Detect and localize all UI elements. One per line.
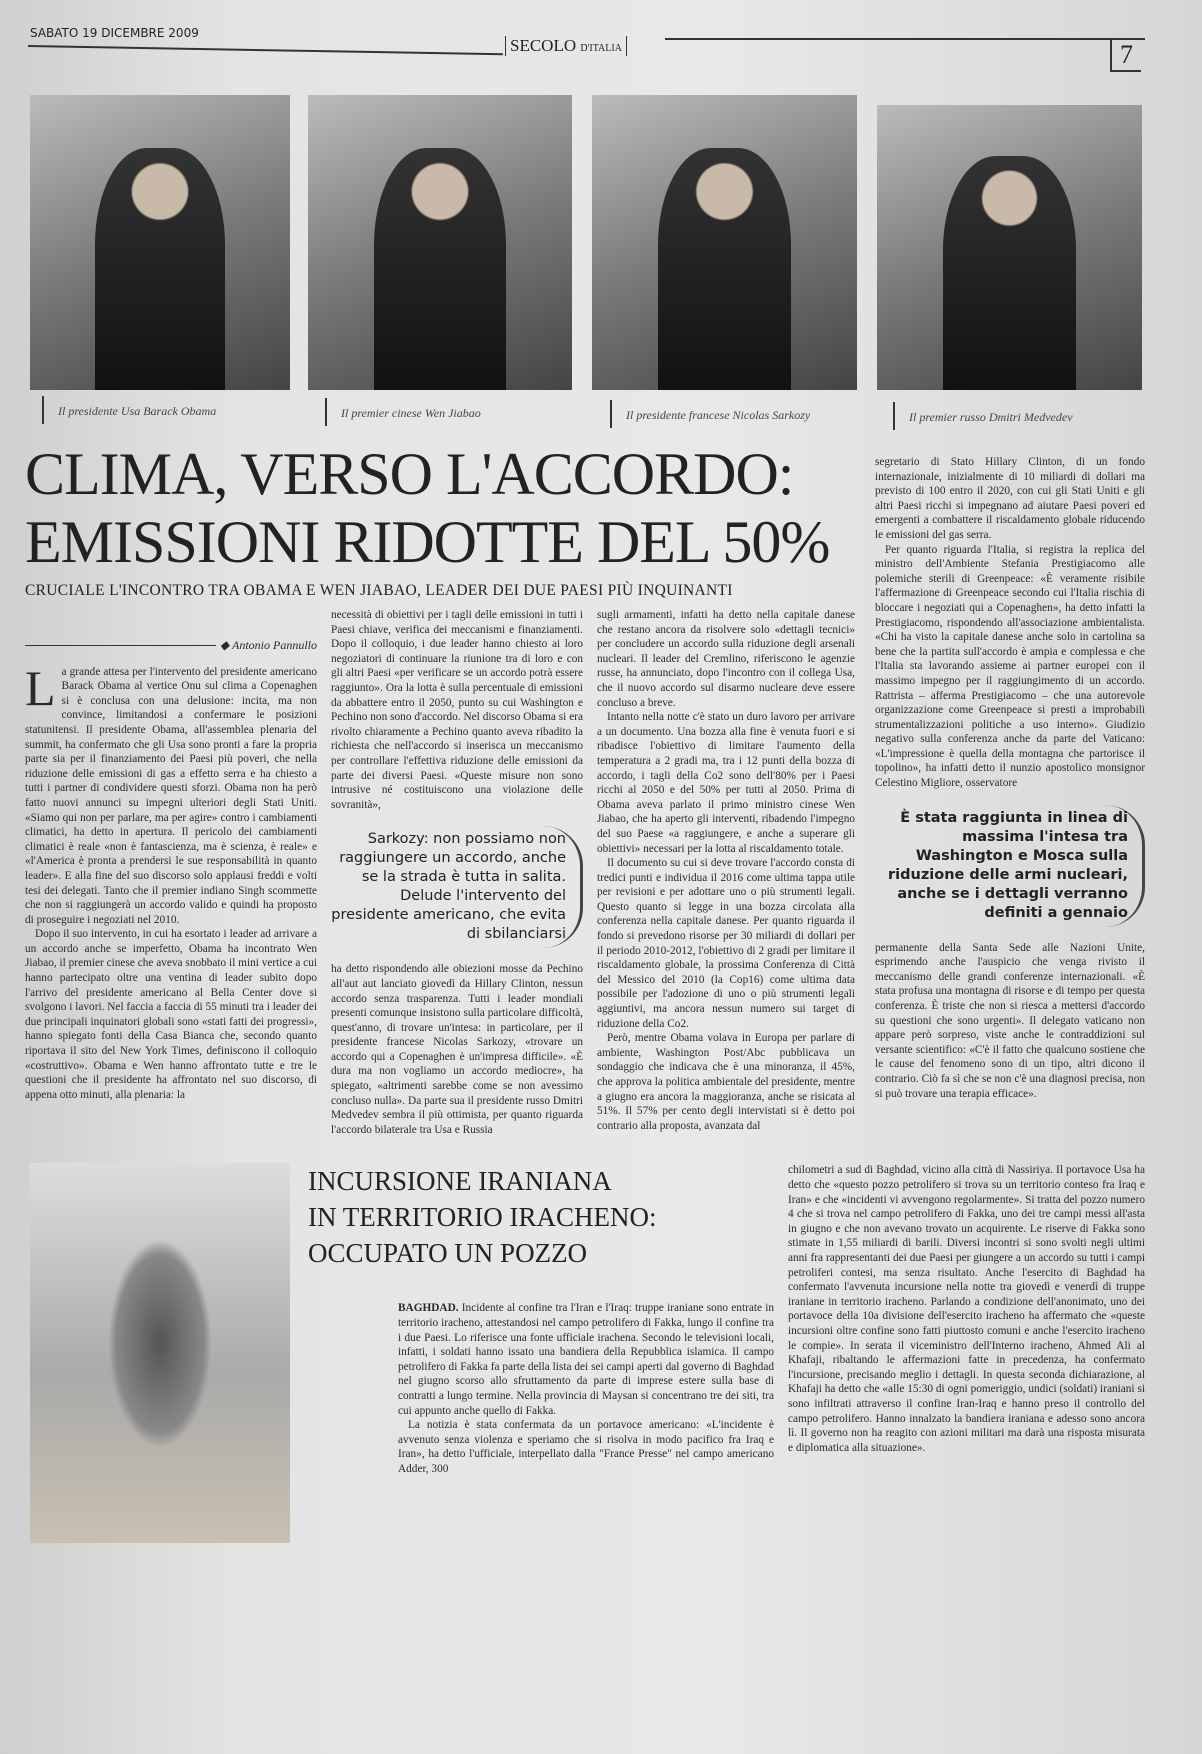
dateline: BAGHDAD. [398,1302,459,1315]
paragraph: Incidente al confine tra l'Iran e l'Iraq: truppe iraniane sono entrate in territorio iracheno, attestandosi nel campo petrolifero di Fakka, lungo il confine tra i due Paesi. Lo riferisce una fonte ufficiale irachena. Secondo le televisioni locali, infatti, i soldati hanno issato una bandiera della Repubblica islamica. Il campo petrolifero di Fakka fa parte della lista dei sei campi aperti dal governo di Baghdad nel giugno scorso allo sfruttamento da parte di imprese estere sulla base di contratti a lungo termine. Nella provincia di Maysan si concentrano tre dei siti, tra cui appunto anche quello di Fakka. [398,1302,774,1417]
photo-caption: Il presidente francese Nicolas Sarkozy [610,400,810,428]
byline-rule [25,645,216,646]
second-article-column-1 [398,1301,774,1476]
headline-line-2: IN TERRITORIO IRACHENO: [308,1202,657,1233]
photo-wen-jiabao [308,95,572,390]
byline [25,638,317,653]
article-column-3 [597,608,855,1137]
paragraph: segretario di Stato Hillary Clinton, di un fondo internazionale, inizialmente di 10 miliardi di dollari ma previsto di 100 entro il 2020, con cui gli Stati Uniti e gli altri Paesi ricchi si impegnano ad aiutare Paesi poveri ed emergenti a combattere il riscaldamento globale riducendo le emissioni del gas serra. [875,456,1145,541]
photo-medvedev [877,105,1142,390]
article-column-4a [875,455,1145,791]
paragraph: Però, mentre Obama volava in Europa per parlare di ambiente, Washington Post/Abc pubblicava un sondaggio che indicava che è una minoranza, il 45%, che approva la politica ambientale del presidente, mentre a giugno era ancora la maggioranza, anche se risicata al 51%. Il 57% per cento degli intervistati si è detto poi contrario alla proposta, avanzata dal [597,1032,855,1132]
masthead [505,36,627,56]
article-column-1 [25,608,317,1137]
headline-line-1: INCURSIONE IRANIANA [308,1166,612,1197]
author-wrap: ◆ Antonio Pannullo [219,638,317,652]
second-article-left [304,1163,774,1543]
issue-date: SABATO 19 DICEMBRE 2009 [30,26,199,40]
article-column-2a: necessità di obiettivi per i tagli delle emissioni in tutti i Paesi chiave, verifica dei meccanismi e finanziamenti. Dopo il colloquio, i due leader hanno chiesto ai loro negoziatori di continuare la riunione tra di loro e con gli altri Paesi «per verificare se un accordo potrà essere raggiunto». Ora la lotta è sulla percentuale di emissioni da abbattere entro il 2050, punto su cui Washington e Pechino non sono d'accordo. Nel discorso Obama si era rivolto chiaramente a Pechino quanto aveva ribadito la richiesta che nell'accordo si inserisca un meccanismo per controllare l'effettiva riduzione delle emissioni da parte dei diversi Paesi. «Queste misure non sono intrusive né costituiscono una violazione delle sovranità», [331,609,583,811]
page-top [0,0,1202,440]
header-rule [665,38,1145,40]
main-article-left [25,440,855,1137]
pull-quote: Sarkozy: non possiamo non raggiungere un accordo, anche se la strada è tutta in salita. Delude l'intervento del presidente americano, che evita di sbilanciarsi [331,826,583,948]
paragraph: a grande attesa per l'intervento del presidente americano Barack Obama al vertice Onu sul clima a Copenaghen si è conclusa con una delusione: incita, ma non convince, limitandosi a confermare le posizioni statunitensi. Il presidente Obama, all'assemblea plenaria del summit, ha confermato che gli Usa sono pronti a fare la propria parte sia per il finanziamento dei Paesi più poveri, che nella riduzione delle emissioni di gas a effetto serra e ha chiesto a tutti i partner di condividere questi sforzi. Obama non ha però fatto nuovi annunci su impegni ulteriori degli Stati Uniti. «Siamo qui non per parlare, ma per agire» contro i cambiamenti climatici, ha detto in apertura. Il pericolo dei cambiamenti climatici è reale «non è fantascienza, ma è scienza, è reale» e «l'America è pronta a prendersi le sue responsabilità in quanto leader». E alla fine del suo discorso solo applausi freddi e volti tesi dei delegati. Tanto che il premier indiano Singh scommette che non si raggiungerà un accordo valido e quindi ha proposto di proseguire i negoziati nel 2010. [25,665,317,926]
headline-line-2: EMISSIONI RIDOTTE DEL 50% [25,509,830,575]
photo-caption: Il premier russo Dmitri Medvedev [893,402,1073,430]
header-rule [28,45,503,55]
paragraph: Per quanto riguarda l'Italia, si registra la replica del ministro dell'Ambiente Stefania Prestigiacomo alle polemiche sterili di Greenpeace: «È veramente risibile l'affermazione di Greenpeace secondo cui l'Italia rischia di bloccare i negoziati qui a Copenaghen», ha detto infatti la Prestigiacomo, rispondendo all'associazione ambientalista. «Chi ha visto la capitale danese anche solo in cartolina sa bene che la partita sull'accordo è ampia e complessa e che l'Italia sta lavorando assieme ai partner europei con il massimo impegno per il raggiungimento di un accordo. Rattrista – afferma Prestigiacomo – che una autorevole organizzazione come Greenpeace si presti a improbabili strumentalizzazioni politiche a uso interno». Giudizio negativo sulla conferenza anche da parte del Vaticano: «L'impressione è quella della montagna che partorisce il topolino», ha infatti detto il nunzio apostolico monsignor Celestino Migliore, osservatore [875,543,1145,790]
pull-quote: È stata raggiunta in linea di massima l'intesa tra Washington e Mosca sulla riduzione delle armi nucleari, anche se i dettagli verranno definiti a gennaio [875,805,1145,927]
photo-caption: Il presidente Usa Barack Obama [42,396,216,424]
main-article [0,440,1202,1137]
article-column-4 [875,440,1145,1137]
masthead-suffix: D'ITALIA [580,43,622,54]
drop-cap: L [25,659,56,716]
article-column-2b: ha detto rispondendo alle obiezioni mosse da Pechino all'aut aut lanciato giovedì da Hillary Clinton, nessun accordo senza trasparenza. Tutti i leader mondiali presenti comunque insistono sulla particolare difficoltà, quest'anno, di trovare un'intesa: in particolare, per il presidente francese Nicolas Sarkozy, «trovare un accordo qui a Copenaghen è un'impresa difficile». «È dura ma non vogliamo un accordo mediocre», ha spiegato, «altrimenti sarebbe come se non avessimo concluso nulla». Da parte sua il presidente russo Dmitri Medvedev sembra il più ottimista, per quanto riguarda l'accordo bilaterale tra Usa e Russia [331,963,583,1136]
paragraph: Intanto nella notte c'è stato un duro lavoro per arrivare a un documento. Una bozza alla fine è venuta fuori e si ribadisce l'obiettivo di limitare l'aumento della temperatura a 2 gradi ma, tra i 12 punti della bozza di accordo, i tagli della Co2 sono dell'80% per i Paesi ricchi al 2050 e del 50% per tutti al 2050. Prima di Obama aveva parlato il primo ministro cinese Wen Jiabao, che ha aperto gli interventi, ribadendo l'impegno del suo Paese «a raggiungere, e anche a superare gli obiettivi» necessari per la lotta al riscaldamento totale. [597,711,855,855]
article-column-4b: permanente della Santa Sede alle Nazioni Unite, esprimendo anche l'auspicio che venga rivisto il meccanismo delle grandi conferenze internazionali. «È stata profusa una montagna di risorse e di tempo per questa conferenza. È triste che non si riesca a mettersi d'accordo su questioni che sono urgenti». Il delegato vaticano non appare però sorpreso, viste anche le contraddizioni sul versante scientifico: «C'è il fatto che qualcuno sostiene che le cause del fenomeno sono di un tipo, altri dicono il contrario. Ciò fa sì che se non c'è una diagnosi precisa, non si può trovare una terapia efficace». [875,941,1145,1100]
paragraph: La notizia è stata confermata da un portavoce americano: «L'incidente è avvenuto senza violenza e speriamo che si risolva in modo pacifico fra Iraq e Iran», ha detto l'ufficiale, interpellato dalla "France Presse" nel campo americano Adder, 300 [398,1419,774,1475]
author: Antonio Pannullo [232,638,317,652]
second-article [0,1137,1202,1563]
paragraph: Il documento su cui si deve trovare l'accordo consta di tredici punti e individua il 2016 come ultima tappa utile per revisioni e per adottare uno o più strumenti legali. Questo quanto si legge in una bozza circolata alla conferenza nella capitale danese. Per quanto riguarda il fondo si prevedono risorse per 30 miliardi di dollari per il periodo 2010-2012, l'obiettivo di 2 gradi per limitare il riscaldamento globale, la prossima Conferenza di Città del Messico del 2010 (la Cop16) come ultima data possibile per l'adozione di uno o più strumenti legali aggiuntivi, ma ancora nessun numero sui target di riduzione della Co2. [597,857,855,1030]
article-column-2 [331,608,583,1137]
photo-sarkozy [592,95,857,390]
subheadline: CRUCIALE L'INCONTRO TRA OBAMA E WEN JIABAO, LEADER DEI DUE PAESI PIÙ INQUINANTI [25,582,733,599]
paragraph: sugli armamenti, infatti ha detto nella capitale danese che restano ancora da risolvere solo «dettagli tecnici» per concludere un accordo sulla riduzione degli arsenali nucleari. Il leader del Cremlino, riferiscono le agenzie russe, ha annunciato, dopo l'incontro con il collega Usa, che il nuovo accordo sul disarmo nucleare deve essere concluso a breve. [597,609,855,709]
second-headline [308,1163,774,1271]
headline-line-3: OCCUPATO UN POZZO [308,1238,588,1269]
article-columns [25,608,855,1137]
headline-line-1: CLIMA, VERSO L'ACCORDO: [25,441,794,507]
photo-obama [30,95,290,390]
paragraph: Dopo il suo intervento, in cui ha esortato i leader ad arrivare a un accordo anche se imperfetto, Obama ha incontrato Wen Jiabao, il premier cinese che aveva snobbato il mini vertice a cui hanno partecipato oltre una ventina di leader subito dopo l'arrivo del presidente americano al Bella Center dove si svolgono i lavori. Nel faccia a faccia di 55 minuti tra i leader dei due principali inquinatori globali sono «stati fatti dei progressi», hanno spiegato fonti della Casa Bianca che, secondo quanto riportava il sito del New York Times, definiscono il colloquio «costruttivo». Obama e Wen hanno affrontato tutte e tre le questioni che il presidente ha affrontato nel suo discorso, di appena otto minuti, alla plenaria: la [25,928,317,1101]
masthead-name: SECOLO [510,36,577,55]
page-number: 7 [1110,40,1141,72]
photo-caption: Il premier cinese Wen Jiabao [325,398,481,426]
main-headline [25,440,855,576]
photo-iraq-oil-field [30,1163,290,1543]
second-article-column-2: chilometri a sud di Baghdad, vicino alla città di Nassiriya. Il portavoce Usa ha detto che «questo pozzo petrolifero si trova su un territorio conteso fra Iraq e Iran» e che «incidenti vi avvengono regolarmente». Si tratta del pozzo numero 4 che si trova nel campo petrolifero di Fakka, uno dei tre campi messi all'asta in giugno e che non avevano trovato un acquirente. Le riserve di Fakka sono stimate in 1,55 miliardi di barili. Diversi incontri si sono svolti negli ultimi anni fra rappresentanti dei due Paesi per giungere a un accordo su tutti i campi petroliferi contesi, ma senza risultato. Anche l'esercito di Baghdad ha confermato l'avvenuta incursione nella notte tra giovedì e venerdì di truppe iraniane in territorio iracheno. Parlando a condizione dell'anonimato, uno dei portavoce della 10a divisione dell'esercito iracheno ha affermato che «queste incursioni oltre confine sono fatti piuttosto comuni e anche l'esercito iracheno le compie». In serata il viceministro dell'Interno iracheno, Ahmed Ali al Khafaji, ribaltando le affermazioni fatte in precedenza, ha confermato l'incursione, precisando meglio i dettagli. In questa seconda dichiarazione, al Khafaji ha detto che «alle 15:30 di ogni pomeriggio, undici (soldati) iraniani si sono infiltrati attraverso il confine Iran-Iraq e hanno preso il controllo del campo petrolifero. Hanno innalzato la bandiera iraniana e adesso sono ancora lì. Il governo non ha reagito con azioni militari ma darà una risposta misurata e diplomatica alla situazione». [788,1164,1145,1454]
